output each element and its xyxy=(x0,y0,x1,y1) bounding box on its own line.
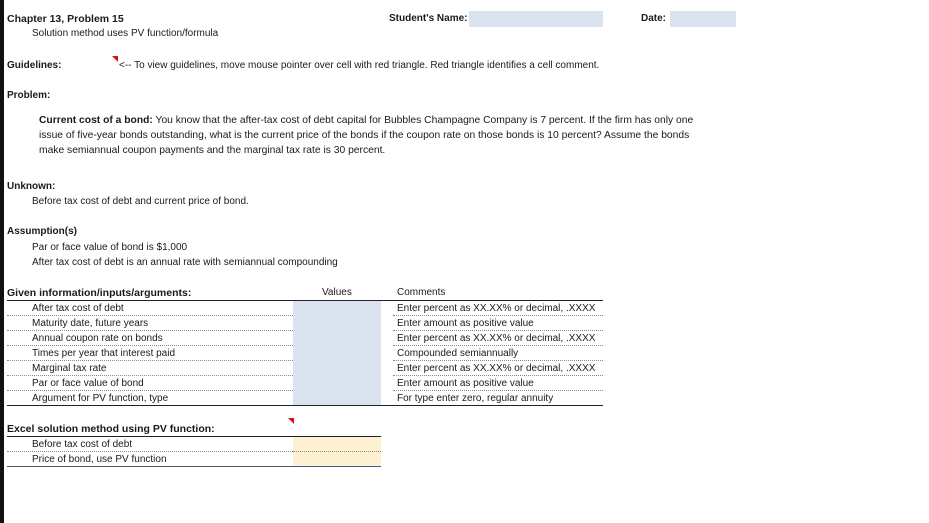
row-divider xyxy=(7,315,293,316)
row-divider xyxy=(393,315,603,316)
row-divider xyxy=(393,390,603,391)
given-row-comment: Compounded semiannually xyxy=(397,348,519,359)
solution-row-label: Before tax cost of debt xyxy=(32,439,133,450)
given-row-label: Par or face value of bond xyxy=(32,378,144,389)
given-row-label: Maturity date, future years xyxy=(32,318,149,329)
given-row-label: Argument for PV function, type xyxy=(32,393,169,404)
given-row-label: Marginal tax rate xyxy=(32,363,107,374)
row-divider xyxy=(393,345,603,346)
solution-bottom-rule xyxy=(7,466,293,467)
row-divider xyxy=(7,330,293,331)
assumption-item: After tax cost of debt is an annual rate with semiannual compounding xyxy=(32,257,338,268)
guidelines-label: Guidelines: xyxy=(7,60,62,71)
unknown-heading: Unknown: xyxy=(7,181,56,192)
problem-line-3: make semiannual coupon payments and the marginal tax rate is 30 percent. xyxy=(39,145,386,157)
comment-indicator-icon[interactable] xyxy=(288,418,294,424)
given-heading: Given information/inputs/arguments: xyxy=(7,287,192,299)
table-row xyxy=(0,301,604,316)
given-bottom-rule xyxy=(7,405,603,406)
table-row xyxy=(0,361,604,376)
values-column-header: Values xyxy=(322,287,352,298)
table-row xyxy=(0,452,381,467)
solution-row-label: Price of bond, use PV function xyxy=(32,454,167,465)
chapter-title: Chapter 13, Problem 15 xyxy=(7,13,124,25)
problem-line-2: issue of five-year bonds outstanding, what is the current price of the bonds if the coupon rate on those bonds is 10 percent? Assume the bonds xyxy=(39,130,690,142)
table-row xyxy=(0,437,381,452)
problem-heading: Problem: xyxy=(7,90,51,101)
given-row-comment: For type enter zero, regular annuity xyxy=(397,393,554,404)
table-row xyxy=(0,346,604,361)
table-row xyxy=(0,316,604,331)
table-row xyxy=(0,391,604,406)
row-divider xyxy=(7,375,293,376)
given-row-label: Times per year that interest paid xyxy=(32,348,176,359)
problem-line-1: You know that the after-tax cost of debt capital for Bubbles Champagne Company is 7 percent. If the firm has only one xyxy=(152,115,694,126)
given-row-label: Annual coupon rate on bonds xyxy=(32,333,163,344)
given-row-comment: Enter percent as XX.XX% or decimal, .XXXX xyxy=(397,303,596,314)
given-row-comment: Enter percent as XX.XX% or decimal, .XXXX xyxy=(397,363,596,374)
given-row-comment: Enter amount as positive value xyxy=(397,378,534,389)
given-row-comment: Enter percent as XX.XX% or decimal, .XXXX xyxy=(397,333,596,344)
row-divider xyxy=(393,375,603,376)
given-row-comment: Enter amount as positive value xyxy=(397,318,534,329)
problem-lead: Current cost of a bond: xyxy=(39,115,153,126)
guidelines-note: <-- To view guidelines, move mouse pointer over cell with red triangle. Red triangle identifies a cell comment. xyxy=(119,60,600,71)
table-row xyxy=(0,376,604,391)
comments-column-header: Comments xyxy=(397,287,446,298)
unknown-text: Before tax cost of debt and current price of bond. xyxy=(32,196,249,207)
given-row-label: After tax cost of debt xyxy=(32,303,124,314)
problem-text xyxy=(39,113,739,159)
solution-heading: Excel solution method using PV function: xyxy=(7,423,215,435)
date-input[interactable] xyxy=(670,11,736,27)
row-divider xyxy=(7,345,293,346)
output-bottom-rule xyxy=(293,466,381,467)
student-name-input[interactable] xyxy=(469,11,603,27)
student-name-label: Student's Name: xyxy=(389,13,468,24)
row-divider xyxy=(393,330,603,331)
row-divider xyxy=(7,360,293,361)
assumptions-heading: Assumption(s) xyxy=(7,226,77,237)
method-note: Solution method uses PV function/formula xyxy=(32,28,219,39)
date-label: Date: xyxy=(641,13,667,24)
table-row xyxy=(0,331,604,346)
assumption-item: Par or face value of bond is $1,000 xyxy=(32,242,188,253)
row-divider xyxy=(7,390,293,391)
row-divider xyxy=(393,360,603,361)
comment-indicator-icon[interactable] xyxy=(112,56,118,62)
